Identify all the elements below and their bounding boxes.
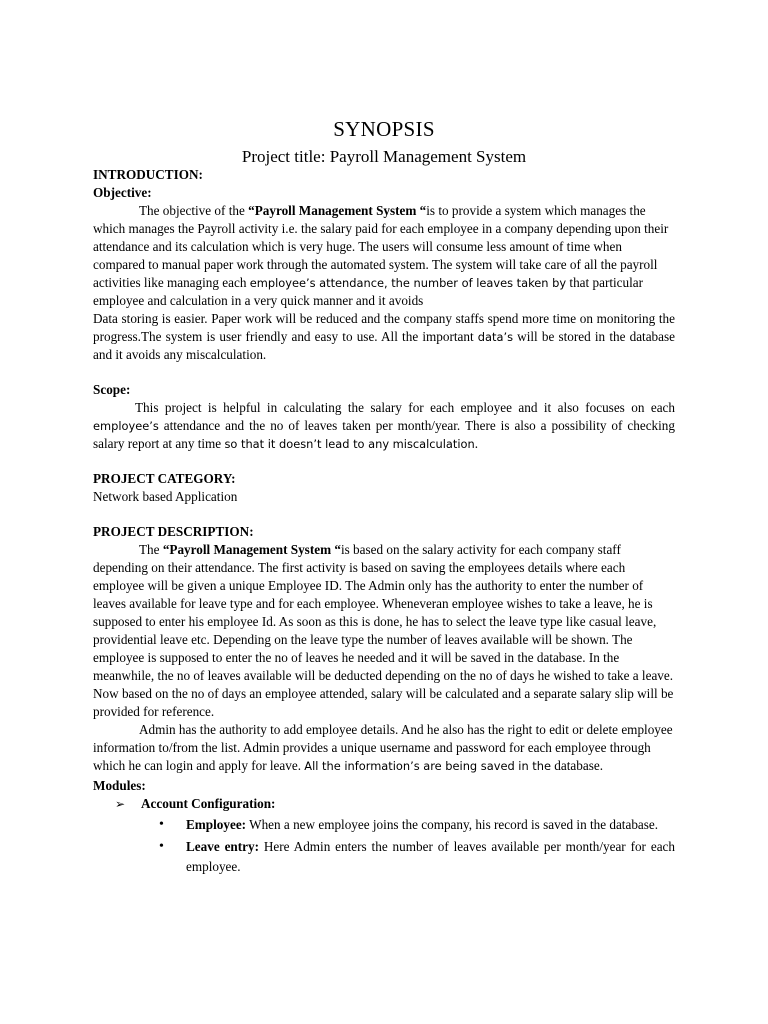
description-paragraph-1: [93, 541, 675, 721]
data-storing-text-start: Data storing is easier. Paper work will be reduced and the company staffs spend more time on monitoring the progress.The system is user friendly and easy to use. All the important: [93, 311, 675, 344]
objective-text-end: that particular employee and calculation in a very quick manner and it avoids: [93, 275, 644, 308]
objective-text-start: The objective of the: [139, 203, 249, 218]
module-item-text: When a new employee joins the company, his record is saved in the database.: [246, 817, 659, 832]
spacer: [93, 506, 675, 523]
objective-paragraph: [93, 202, 675, 310]
module-item-label: Leave entry:: [186, 839, 259, 854]
data-storing-paragraph: [93, 310, 675, 364]
system-name-bold-2: “Payroll Management System “: [162, 542, 341, 557]
category-value: Network based Application: [93, 489, 238, 504]
system-name-bold: “Payroll Management System “: [248, 203, 427, 218]
admin-text-start: Admin has the authority to add employee details. And he also has the right to edit or delete employee information to/from the list. Admin provides a unique username and password for each employee through which he can login and apply for leave.: [93, 722, 673, 773]
objective-heading: Objective:: [93, 185, 152, 200]
modules-heading: Modules:: [93, 778, 146, 793]
arrow-bullet-icon: ➢: [115, 797, 126, 811]
data-storing-text-sans: data’s: [477, 330, 514, 344]
data-storing-text-end: will be stored in the database and it avoids any miscalculation.: [93, 329, 675, 362]
document-body: [93, 166, 675, 877]
module-group: [93, 795, 675, 813]
document-title: SYNOPSIS: [333, 117, 435, 141]
spacer: [93, 453, 675, 470]
admin-text-sans: All the information’s are being saved in the: [304, 759, 551, 773]
spacer: [93, 364, 675, 381]
module-item-label: Employee:: [186, 817, 247, 832]
scope-text-start: This project is helpful in calculating the salary for each employee and it also focuses on each: [135, 400, 675, 415]
admin-text-end: database.: [551, 758, 603, 773]
description-heading: PROJECT DESCRIPTION:: [93, 524, 254, 539]
scope-text-middle: attendance and the no of leaves taken per month/year. There is also a possibility of checking salary report at any time: [93, 418, 675, 451]
description-text-start: The: [139, 542, 163, 557]
module-item: [93, 837, 675, 877]
module-item-text: Here Admin enters the number of leaves available per month/year for each employee.: [186, 839, 675, 874]
bullet-icon: •: [159, 817, 164, 832]
scope-text-sans-1: employee’s: [93, 419, 159, 433]
module-group-title: Account Configuration:: [141, 796, 276, 811]
bullet-icon: •: [159, 839, 164, 854]
introduction-heading: INTRODUCTION:: [93, 167, 203, 182]
module-item: [93, 815, 675, 835]
scope-text-end: .: [474, 436, 479, 451]
category-heading: PROJECT CATEGORY:: [93, 471, 236, 486]
project-title: Project title: Payroll Management System: [241, 147, 527, 166]
scope-paragraph: [93, 399, 675, 453]
scope-text-sans-2: so that it doesn’t lead to any miscalculation: [224, 437, 475, 451]
description-paragraph-2: [93, 721, 675, 775]
objective-text-sans: employee’s attendance, the number of leaves taken by: [249, 276, 567, 290]
scope-heading: Scope:: [93, 382, 131, 397]
description-text-rest: is based on the salary activity for each company staff depending on their attendance. The first activity is based on saving the employees details where each employee will be given a unique Employee ID. The Admin only has the authority to enter the number of leaves available for leave type and for each employee. Wheneveran employee wishes to take a leave, he is supposed to enter his employee Id. As soon as this is done, he has to select the leave type like casual leave, providential leave etc. Depending on the leave type the number of leaves available will be shown. The employee is supposed to enter the no of leaves he needed and it will be saved in the database. In the meanwhile, the no of leaves available will be deducted depending on the no of days he wished to take a leave. Now based on the no of days an employee attended, salary will be calculated and a separate salary slip will be provided for reference.: [93, 542, 674, 719]
objective-text-middle: is to provide a system which manages the which manages the Payroll activity i.e. the salary paid for each employee in a company depending upon their attendance and its calculation which is very huge. The users will consume less amount of time when compared to manual paper work through the automated system. The system will take care of all the payroll activities like managing each: [93, 203, 669, 290]
